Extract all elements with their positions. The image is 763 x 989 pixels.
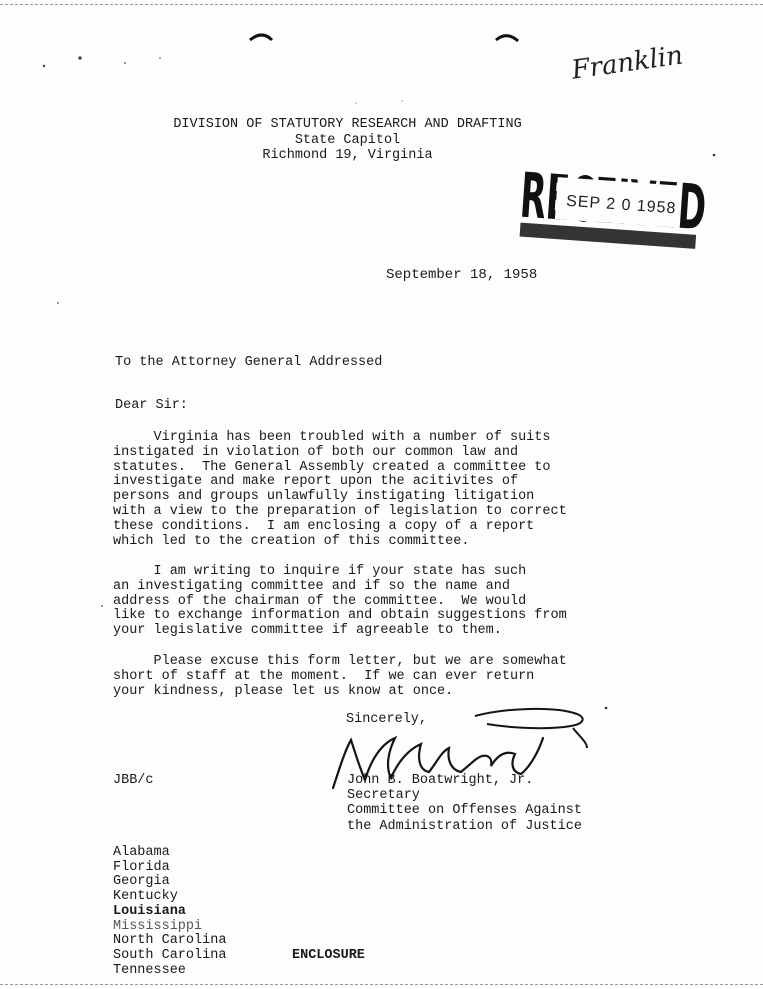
body-line: which led to the creation of this committee.: [113, 533, 470, 549]
body-line: your kindness, please let us know at once.: [113, 683, 454, 699]
body-paragraph-3: [113, 655, 633, 699]
body-line: instigated in violation of both our common law and: [113, 444, 519, 460]
body-paragraph-2: [113, 565, 633, 639]
signature-block: [347, 773, 582, 834]
letter-date: September 18, 1958: [386, 267, 538, 283]
body-paragraph-1: [113, 431, 633, 549]
body-line: Virginia has been troubled with a number of suits: [113, 430, 551, 445]
salutation: Dear Sir:: [115, 398, 188, 413]
letterhead-city: Richmond 19, Virginia: [262, 148, 433, 163]
body-line: with a view to the preparation of legislation to correct: [113, 503, 567, 519]
signer-committee-line-2: the Administration of Justice: [347, 818, 582, 834]
body-line: your legislative committee if agreeable to them.: [113, 623, 502, 639]
body-line: investigate and make report upon the acitivites of: [113, 474, 519, 490]
handwritten-note: [565, 30, 705, 90]
body-line: Please excuse this form letter, but we are somewhat: [113, 654, 567, 669]
body-line: I am writing to inquire if your state has such: [113, 564, 527, 579]
page-bottom-edge: [0, 984, 763, 985]
svg-text:Franklin: Franklin: [569, 40, 685, 86]
body-line: these conditions. I am enclosing a copy of a report: [113, 518, 535, 534]
state-item: Tennessee: [113, 962, 186, 978]
page-top-edge: [0, 4, 763, 5]
state-item: Georgia: [113, 874, 170, 890]
letterhead-building: State Capitol: [294, 132, 401, 148]
state-item: Kentucky: [113, 889, 178, 905]
svg-text:SEP 2 0 1958: SEP 2 0 1958: [565, 192, 677, 218]
recipient-state-list: [113, 846, 226, 978]
letterhead-division: DIVISION OF STATUTORY RESEARCH AND DRAFTING: [173, 117, 522, 132]
closing: Sincerely,: [346, 712, 428, 727]
state-item: Florida: [113, 859, 170, 875]
state-item: Alabama: [113, 845, 170, 860]
received-stamp: [518, 145, 708, 265]
signer-committee-line-1: Committee on Offenses Against: [347, 803, 582, 819]
state-item: Louisiana: [113, 903, 186, 919]
body-line: an investigating committee and if so the name and: [113, 578, 510, 594]
state-item: South Carolina: [113, 947, 227, 963]
signer-name: John B. Boatwright, Jr.: [347, 773, 534, 788]
addressee: To the Attorney General Addressed: [115, 355, 383, 370]
body-line: like to exchange information and obtain suggestions from: [113, 608, 567, 624]
state-item: North Carolina: [113, 933, 227, 949]
letterhead: [150, 117, 545, 164]
body-line: address of the chairman of the committee. We would: [113, 593, 527, 609]
state-item: Mississippi: [113, 918, 203, 934]
typist-initials: JBB/c: [113, 773, 154, 788]
body-line: short of staff at the moment. If we can ever return: [113, 668, 535, 684]
body-line: statutes. The General Assembly created a committee to: [113, 459, 551, 475]
body-line: persons and groups unlawfully instigating litigation: [113, 489, 535, 505]
signer-title: Secretary: [347, 788, 420, 804]
enclosure-note: ENCLOSURE: [292, 948, 365, 963]
